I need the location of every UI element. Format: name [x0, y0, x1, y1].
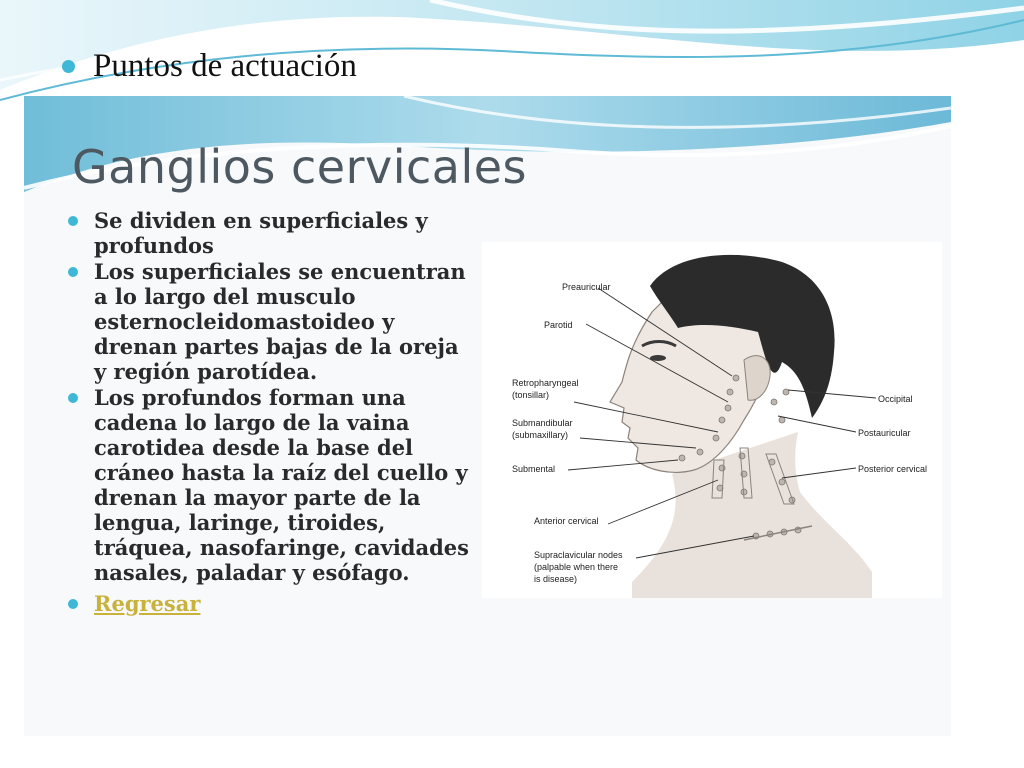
bullet-icon	[68, 393, 78, 403]
label-submandibular: Submandibular	[512, 418, 573, 428]
bullet-icon	[68, 267, 78, 277]
list-item	[66, 208, 476, 258]
outer-title-text: Puntos de actuación	[93, 48, 357, 84]
list-item	[66, 591, 476, 616]
bullet-icon	[68, 599, 78, 609]
label-preauricular: Preauricular	[562, 282, 611, 292]
label-disease: is disease)	[534, 574, 578, 584]
bullet-list	[66, 208, 476, 617]
label-postauricular: Postauricular	[858, 428, 911, 438]
label-submental: Submental	[512, 464, 556, 474]
label-retropharyngeal: Retropharyngeal	[512, 378, 579, 388]
bullet-text: Los profundos forman una cadena lo largo de la vaina carotidea desde la base del cráneo hasta la raíz del cuello y drenan la mayor parte de la lengua, laringe, tiroides, tráquea, nasofaringe, cavidades nasales, paladar y esófago.	[94, 385, 469, 585]
label-palpable: (palpable when there	[534, 562, 619, 572]
label-posterior-cervical: Posterior cervical	[858, 464, 928, 474]
label-supraclavicular: Supraclavicular nodes	[534, 550, 623, 560]
label-anterior-cervical: Anterior cervical	[534, 516, 599, 526]
neck-lymph-nodes-figure	[482, 242, 942, 598]
bullet-icon	[68, 216, 78, 226]
list-item	[66, 385, 476, 585]
regresar-link[interactable]: Regresar	[94, 591, 201, 616]
label-submaxillary: (submaxillary)	[512, 430, 569, 440]
bullet-text: Se dividen en superficiales y profundos	[94, 208, 428, 258]
ear-shape	[744, 356, 770, 401]
slide-title: Ganglios cervicales	[72, 140, 528, 194]
label-occipital: Occipital	[878, 394, 913, 404]
label-parotid: Parotid	[544, 320, 573, 330]
outer-title	[62, 48, 357, 85]
bullet-icon	[62, 60, 75, 73]
head-neck-illustration	[482, 242, 942, 598]
embedded-slide	[24, 96, 951, 736]
list-item	[66, 259, 476, 384]
bullet-text: Los superficiales se encuentran a lo largo del musculo esternocleidomastoideo y drenan partes bajas de la oreja y región parotídea.	[94, 259, 466, 384]
label-tonsillar: (tonsillar)	[512, 390, 550, 400]
